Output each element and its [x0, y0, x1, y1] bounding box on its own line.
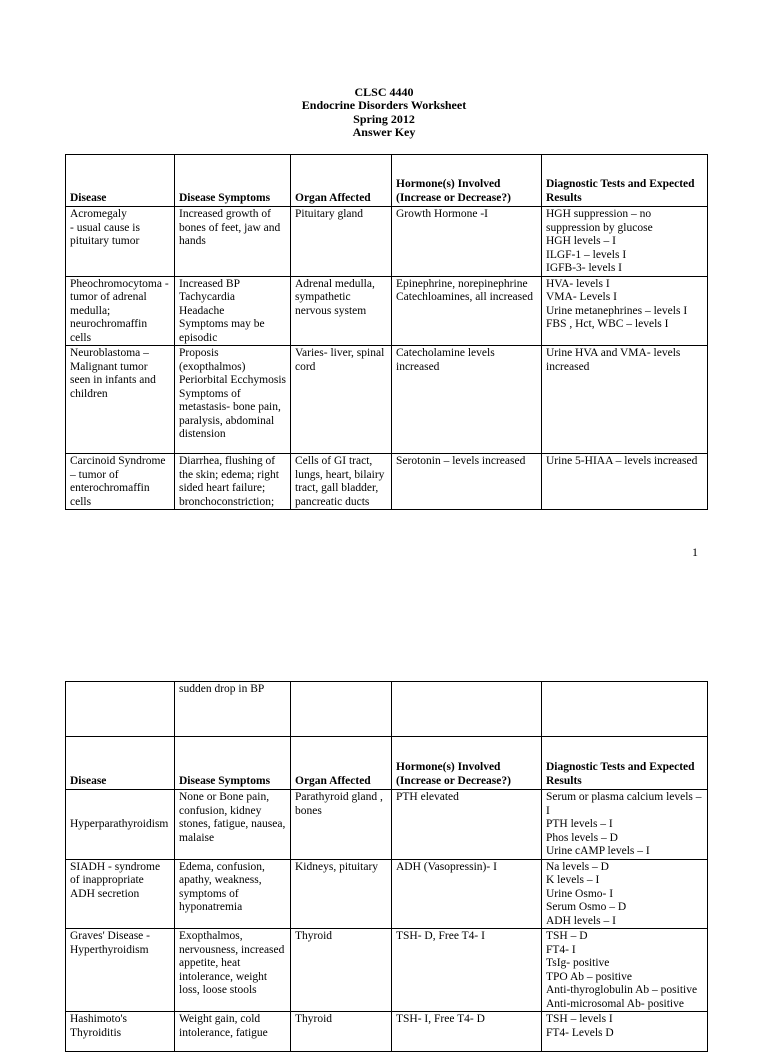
cell-organ	[291, 929, 392, 1012]
cell-organ	[291, 207, 392, 277]
cell-text: Urine HVA and VMA- levels increased	[546, 347, 681, 373]
cell-tests	[542, 454, 708, 510]
cell-text: Headache	[179, 304, 225, 317]
cell-text: Neuroblastoma – Malignant tumor seen in infants and children	[70, 347, 156, 400]
cell-text: Acromegaly	[70, 208, 127, 220]
cell-text: HGH levels – I	[546, 235, 616, 247]
cell-hormone	[392, 790, 542, 860]
cell-text: ILGF-1 – levels I	[546, 248, 627, 261]
cell-disease	[66, 929, 175, 1012]
cell-text: Pheochromocytoma - tumor of adrenal medulla; neurochromaffin cells	[70, 277, 169, 344]
cell-disease	[66, 454, 175, 510]
cell-hormone	[392, 859, 542, 929]
cell-text: SIADH - syndrome of inappropriate ADH secretion	[70, 860, 161, 900]
answer-key-label: Answer Key	[352, 124, 416, 139]
cell-text: Serum or plasma calcium levels – I	[546, 791, 702, 817]
cell-text: Phos levels – D	[546, 831, 618, 844]
cell-text: Cells of GI tract, lungs, heart, bilairy tract, gall bladder, pancreatic ducts	[295, 455, 385, 508]
cell-text: Symptoms of metastasis- bone pain, paralysis, abdominal distension	[179, 387, 281, 440]
cell-text: Na levels – D	[546, 860, 609, 873]
cell-symptoms	[175, 1012, 291, 1052]
header-symptoms: Disease Symptoms	[175, 737, 291, 790]
cell-tests	[542, 929, 708, 1012]
table-row	[66, 346, 708, 454]
cell-hormone	[392, 207, 542, 277]
cell-text: Anti-thyroglobulin Ab – positive	[546, 984, 698, 996]
continuation-hormone-cell	[392, 682, 542, 737]
table-header-row	[66, 737, 708, 790]
cell-symptoms	[175, 276, 291, 346]
cell-hormone	[392, 1012, 542, 1052]
cell-tests	[542, 207, 708, 277]
cell-text: PTH levels – I	[546, 818, 613, 830]
cell-symptoms	[175, 859, 291, 929]
cell-text: Urine cAMP levels – I	[546, 845, 650, 857]
continuation-disease-cell	[66, 682, 175, 737]
cell-text: - usual cause is pituitary tumor	[70, 221, 140, 247]
cell-text: Kidneys, pituitary	[295, 860, 379, 873]
table-row	[66, 454, 708, 510]
cell-text: Growth Hormone -I	[396, 208, 488, 220]
table-row	[66, 929, 708, 1012]
cell-organ	[291, 790, 392, 860]
cell-text: Catechloamines, all increased	[396, 291, 533, 303]
cell-hormone	[392, 346, 542, 454]
continuation-tests-cell	[542, 682, 708, 737]
cell-text: Urine metanephrines – levels I	[546, 304, 688, 317]
cell-symptoms	[175, 346, 291, 454]
cell-text: K levels – I	[546, 874, 600, 886]
cell-symptoms	[175, 454, 291, 510]
cell-text: None or Bone pain, confusion, kidney stones, fatigue, nausea, malaise	[179, 791, 286, 844]
cell-text: VMA- Levels I	[546, 291, 617, 303]
header-organ: Organ Affected	[291, 737, 392, 790]
cell-symptoms	[175, 790, 291, 860]
cell-organ	[291, 346, 392, 454]
header-disease: Disease	[66, 155, 175, 207]
cell-text: ADH (Vasopressin)- I	[396, 860, 497, 873]
table-header-row	[66, 155, 708, 207]
cell-organ	[291, 859, 392, 929]
cell-text: TSH- I, Free T4- D	[396, 1013, 485, 1025]
cell-text: Serum Osmo – D	[546, 901, 627, 913]
cell-hormone	[392, 929, 542, 1012]
cell-disease	[66, 276, 175, 346]
cell-disease	[66, 790, 175, 860]
page-number: 1	[692, 545, 698, 559]
cell-text: Periorbital Ecchymosis	[179, 374, 286, 386]
disorders-table-page1	[65, 154, 708, 510]
disorders-table-page2	[65, 681, 708, 1052]
cell-tests	[542, 1012, 708, 1052]
cell-symptoms	[175, 929, 291, 1012]
cell-text: Proposis (exopthalmos)	[179, 347, 246, 373]
course-code: CLSC 4440	[354, 85, 414, 99]
cell-text: Serotonin – levels increased	[396, 455, 526, 467]
cell-text: HVA- levels I	[546, 277, 610, 290]
header-tests: Diagnostic Tests and Expected Results	[542, 737, 708, 790]
header-hormone: Hormone(s) Involved (Increase or Decrease?)	[392, 155, 542, 207]
cell-tests	[542, 859, 708, 929]
header-disease: Disease	[66, 737, 175, 790]
cell-text: Anti-microsomal Ab- positive	[546, 997, 684, 1010]
cell-disease	[66, 1012, 175, 1052]
worksheet-title	[0, 86, 768, 139]
cell-text: Carcinoid Syndrome – tumor of enterochromaffin cells	[70, 455, 166, 508]
table-row	[66, 1012, 708, 1052]
table-row	[66, 859, 708, 929]
cell-disease	[66, 859, 175, 929]
cell-text: Weight gain, cold intolerance, fatigue	[179, 1013, 268, 1039]
cell-text: FT4- Levels D	[546, 1026, 614, 1039]
header-organ: Organ Affected	[291, 155, 392, 207]
cell-text: TPO Ab – positive	[546, 970, 632, 983]
cell-text: ADH levels – I	[546, 914, 616, 927]
cell-text: IGFB-3- levels I	[546, 262, 623, 274]
table-row	[66, 276, 708, 346]
cell-text: Adrenal medulla, sympathetic nervous system	[295, 277, 375, 317]
cell-text: PTH elevated	[396, 791, 459, 803]
cell-text: Epinephrine, norepinephrine	[396, 277, 528, 290]
cell-text: Exopthalmos, nervousness, increased appetite, heat intolerance, weight loss, loose stools	[179, 930, 285, 996]
cell-text: TsIg- positive	[546, 957, 610, 969]
cell-tests	[542, 346, 708, 454]
cell-text: Diarrhea, flushing of the skin; edema; right sided heart failure; bronchoconstriction;	[179, 455, 279, 508]
cell-text: Catecholamine levels increased	[396, 347, 495, 373]
cell-text: Tachycardia	[179, 291, 236, 303]
cell-text: Urine Osmo- I	[546, 887, 614, 900]
continuation-symptoms-cell: sudden drop in BP	[175, 682, 291, 737]
cell-text: Urine 5-HIAA – levels increased	[546, 455, 698, 467]
cell-text: Varies- liver, spinal cord	[295, 347, 385, 373]
cell-text: Hashimoto's Thyroiditis	[70, 1013, 128, 1039]
cell-tests	[542, 276, 708, 346]
cell-symptoms	[175, 207, 291, 277]
cell-text: Increased growth of bones of feet, jaw and hands	[179, 208, 281, 247]
cell-hormone	[392, 454, 542, 510]
cell-text: TSH- D, Free T4- I	[396, 930, 485, 942]
cell-disease	[66, 207, 175, 277]
continuation-organ-cell	[291, 682, 392, 737]
cell-text: HGH suppression – no suppression by glucose	[546, 208, 653, 234]
cell-hormone	[392, 276, 542, 346]
cell-organ	[291, 1012, 392, 1052]
table-row	[66, 207, 708, 277]
cell-tests	[542, 790, 708, 860]
cell-text: Edema, confusion, apathy, weakness, symptoms of hyponatremia	[179, 860, 265, 913]
cell-text: Symptoms may be episodic	[179, 318, 265, 344]
header-tests: Diagnostic Tests and Expected Results	[542, 155, 708, 207]
header-symptoms: Disease Symptoms	[175, 155, 291, 207]
cell-text: Pituitary gland	[295, 208, 364, 220]
cell-text: Thyroid	[295, 930, 333, 942]
cell-text: Graves' Disease - Hyperthyroidism	[70, 930, 150, 956]
worksheet-name: Endocrine Disorders Worksheet	[301, 98, 467, 113]
cell-disease	[66, 346, 175, 454]
cell-text: FBS , Hct, WBC – levels I	[546, 318, 669, 330]
cell-text: TSH – levels I	[546, 1013, 613, 1025]
term: Spring 2012	[353, 111, 415, 126]
cell-text: Increased BP	[179, 277, 240, 290]
header-hormone: Hormone(s) Involved (Increase or Decrease?)	[392, 737, 542, 790]
cell-text: Parathyroid gland , bones	[295, 791, 383, 817]
continuation-row	[66, 682, 708, 737]
cell-text: TSH – D	[546, 930, 588, 942]
cell-text: FT4- I	[546, 943, 576, 956]
table-row	[66, 790, 708, 860]
cell-organ	[291, 454, 392, 510]
cell-organ	[291, 276, 392, 346]
cell-text: Hyperparathyroidism	[70, 818, 169, 830]
cell-text: Thyroid	[295, 1013, 333, 1025]
